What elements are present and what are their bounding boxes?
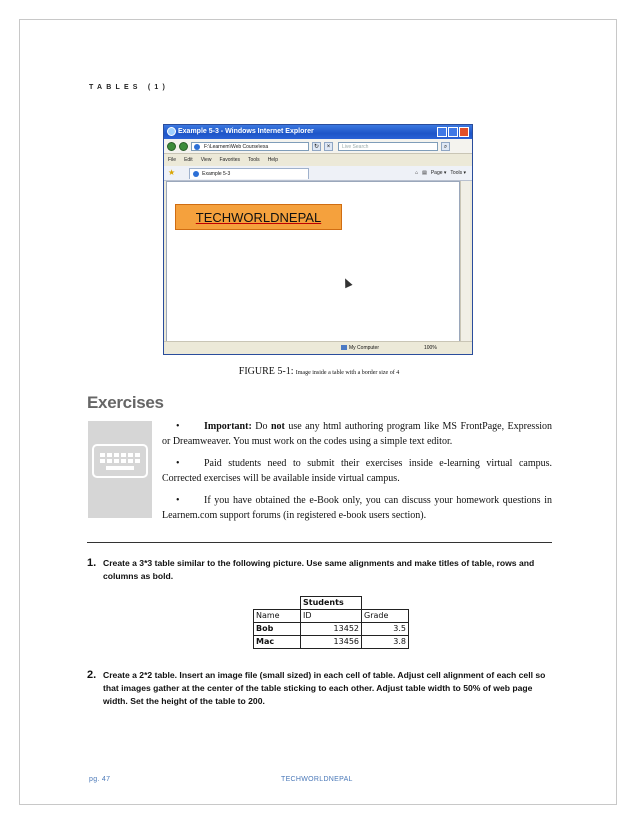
table-cell: Mac [254, 636, 301, 649]
ie-logo-icon [167, 127, 176, 136]
question-1 [87, 557, 551, 583]
divider [87, 542, 552, 543]
search-field: Live Search [338, 142, 438, 151]
table-cell: 3.8 [362, 636, 409, 649]
table-header: Name [254, 610, 301, 623]
menu-tools: Tools [248, 157, 260, 163]
table-row [254, 636, 409, 649]
browser-tab-row [164, 166, 472, 181]
minimize-icon [437, 127, 447, 137]
question-2 [87, 669, 551, 708]
table-row [254, 597, 409, 610]
footer-page-number: pg. 47 [89, 776, 111, 783]
bullet-text: If you have obtained the e-Book only, you can discuss your homework questions in Learnem.com support forums (in registered e-book users section). [162, 495, 552, 521]
table-header: Grade [362, 610, 409, 623]
browser-scrollbar [460, 181, 470, 342]
print-icon: ▤ [422, 170, 427, 176]
status-zone: My Computer [340, 342, 379, 354]
sample-table [253, 596, 409, 649]
back-icon [167, 142, 176, 151]
table-cell: 13456 [301, 636, 362, 649]
table-cell-empty [362, 597, 409, 610]
address-field: F:\Learnem\Web Course\exa [191, 142, 309, 151]
toolbar-page: Page ▾ [430, 170, 447, 176]
menu-file: File [168, 157, 177, 163]
keyboard-icon-panel [88, 421, 152, 518]
section-title: TABLES (1) [89, 84, 169, 91]
address-bar-row [164, 139, 472, 154]
table-cell-empty [254, 597, 301, 610]
bullet-text: Paid students need to submit their exercises inside e-learning virtual campus. Corrected exercises will be available inside virtual campus. [162, 458, 552, 484]
table-header: ID [301, 610, 362, 623]
bullet-bold-not: not [270, 421, 285, 432]
menu-help: Help [267, 157, 278, 163]
question-text: Create a 2*2 table. Insert an image file (small sized) in each cell of table. Adjust cell alignment of each cell so that images gather at the center of the table sticking to each other. Adjust table width to 50% of web page width. Set the height of the table to 200. [103, 670, 546, 706]
table-cell: Bob [254, 623, 301, 636]
table-title: Students [301, 597, 362, 610]
window-controls [437, 127, 469, 137]
figure-label: FIGURE 5-1: [238, 366, 294, 377]
bullet-item [162, 419, 552, 449]
exercise-bullets [162, 419, 552, 530]
browser-title: Example 5-3 - Windows Internet Explorer [178, 128, 314, 135]
question-number: 1. [87, 557, 97, 569]
browser-tab: Example 5-3 [189, 168, 309, 179]
figure-description: Image inside a table with a border size of 4 [295, 370, 400, 376]
bullet-text: Do [251, 421, 271, 432]
table-row [254, 623, 409, 636]
status-zoom: 100% [424, 345, 437, 351]
menu-favorites: Favorites [219, 157, 240, 163]
browser-status-bar [164, 341, 472, 354]
banner-image [175, 204, 342, 230]
bullet-item [162, 456, 552, 486]
browser-toolbar [415, 166, 466, 180]
table-header-row [254, 610, 409, 623]
menu-edit: Edit [184, 157, 193, 163]
footer-site: TECHWORLDNEPAL [281, 776, 353, 783]
bullet-marker: • [176, 458, 180, 469]
forward-icon [179, 142, 188, 151]
bullet-item [162, 493, 552, 523]
question-number: 2. [87, 669, 97, 681]
keyboard-icon [92, 441, 148, 481]
table-cell: 13452 [301, 623, 362, 636]
browser-menu-bar [164, 154, 472, 166]
bullet-marker: • [176, 421, 180, 432]
bullet-bold-lead: Important: [204, 421, 252, 432]
maximize-icon [448, 127, 458, 137]
figure-caption [0, 366, 638, 377]
search-icon: ⌕ [441, 142, 450, 151]
browser-screenshot [163, 124, 473, 355]
favorites-star-icon: ★ [168, 168, 176, 177]
exercises-heading: Exercises [87, 393, 164, 412]
browser-content [166, 181, 460, 342]
question-text: Create a 3*3 table similar to the following picture. Use same alignments and make titles of table, rows and columns as bold. [103, 558, 535, 581]
bullet-marker: • [176, 495, 180, 506]
home-icon: ⌂ [415, 170, 419, 176]
bullet-text: use any html authoring program like MS FrontPage, Expression or Dreamweaver. You must work on the codes using a simple text editor. [162, 421, 552, 447]
browser-title-bar [164, 125, 472, 139]
banner-text: TECHWORLDNEPAL [195, 209, 322, 225]
stop-icon: × [324, 142, 333, 151]
refresh-icon: ↻ [313, 143, 320, 150]
close-icon [459, 127, 469, 137]
toolbar-tools: Tools ▾ [450, 170, 466, 176]
menu-view: View [200, 157, 212, 163]
table-cell: 3.5 [362, 623, 409, 636]
